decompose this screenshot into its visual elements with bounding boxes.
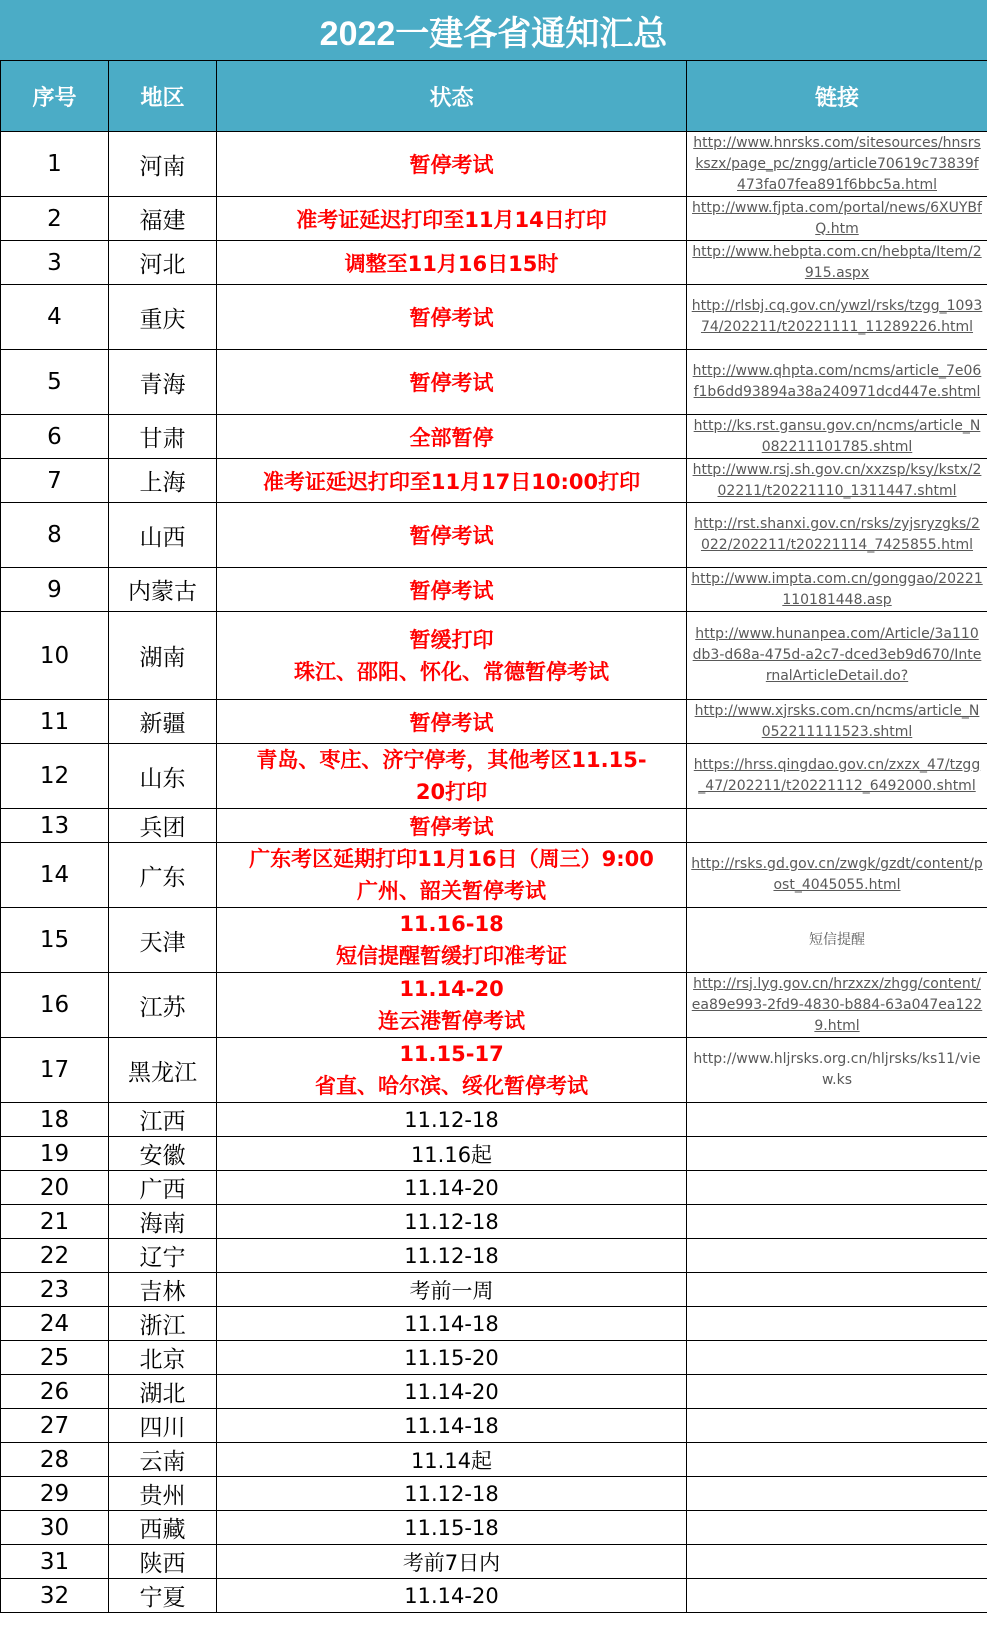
cell-link-text <box>687 809 987 843</box>
cell-link[interactable] <box>687 612 987 700</box>
status-line: 全部暂停 <box>409 425 494 450</box>
notice-table <box>0 60 987 1613</box>
status-line: 准考证延迟打印至11月17日10:00打印 <box>262 469 641 494</box>
table-row <box>1 1239 987 1273</box>
cell-status <box>217 459 687 503</box>
cell-no: 9 <box>1 568 109 612</box>
cell-region: 江西 <box>109 1103 217 1137</box>
cell-status <box>217 350 687 415</box>
table-row <box>1 350 987 415</box>
status-line: 广州、韶关暂停考试 <box>357 879 546 903</box>
cell-region: 广西 <box>109 1171 217 1205</box>
cell-status <box>217 132 687 197</box>
table-row <box>1 459 987 503</box>
status-line: 11.12-18 <box>404 1107 499 1132</box>
header-no: 序号 <box>1 61 109 132</box>
cell-status <box>217 843 687 908</box>
cell-link-text <box>687 1443 987 1477</box>
cell-status <box>217 612 687 700</box>
status-line: 暂停考试 <box>409 710 494 735</box>
status-line: 暂停考试 <box>409 371 494 395</box>
status-line: 暂停考试 <box>409 814 494 839</box>
cell-region: 黑龙江 <box>109 1038 217 1103</box>
cell-region: 贵州 <box>109 1477 217 1511</box>
cell-region: 宁夏 <box>109 1579 217 1613</box>
cell-status <box>217 197 687 241</box>
cell-region: 兵团 <box>109 809 217 843</box>
cell-status <box>217 809 687 843</box>
cell-link-text <box>687 1375 987 1409</box>
cell-region: 辽宁 <box>109 1239 217 1273</box>
status-line: 暂停考试 <box>409 578 494 603</box>
cell-no: 29 <box>1 1477 109 1511</box>
cell-no: 21 <box>1 1205 109 1239</box>
cell-region: 四川 <box>109 1409 217 1443</box>
cell-region: 北京 <box>109 1341 217 1375</box>
cell-no: 18 <box>1 1103 109 1137</box>
table-row <box>1 503 987 568</box>
status-line: 暂停考试 <box>409 306 494 330</box>
cell-link-text <box>687 1038 987 1103</box>
header-region: 地区 <box>109 61 217 132</box>
status-line: 11.14-20 <box>404 1175 499 1200</box>
table-body <box>1 132 987 1613</box>
cell-no: 4 <box>1 285 109 350</box>
cell-status <box>217 415 687 459</box>
status-line: 考前7日内 <box>402 1550 501 1575</box>
cell-no: 32 <box>1 1579 109 1613</box>
cell-region: 青海 <box>109 350 217 415</box>
cell-status <box>217 1341 687 1375</box>
table-row <box>1 1171 987 1205</box>
status-line: 11.16-18 <box>399 912 504 936</box>
cell-link-text <box>687 1103 987 1137</box>
cell-status <box>217 908 687 973</box>
cell-status <box>217 1137 687 1171</box>
header-row <box>1 61 987 132</box>
cell-no: 8 <box>1 503 109 568</box>
cell-no: 15 <box>1 908 109 973</box>
cell-link[interactable] <box>687 459 987 503</box>
cell-status <box>217 241 687 285</box>
cell-region: 甘肃 <box>109 415 217 459</box>
cell-no: 14 <box>1 843 109 908</box>
header-link: 链接 <box>687 61 987 132</box>
status-line: 11.14-20 <box>399 977 504 1001</box>
status-line: 11.15-20 <box>404 1345 499 1370</box>
cell-status <box>217 1038 687 1103</box>
cell-region: 新疆 <box>109 700 217 744</box>
cell-no: 24 <box>1 1307 109 1341</box>
cell-link-text <box>687 1205 987 1239</box>
cell-region: 湖南 <box>109 612 217 700</box>
status-line: 11.14-20 <box>404 1379 499 1404</box>
cell-status <box>217 1171 687 1205</box>
table-row <box>1 1375 987 1409</box>
cell-status <box>217 700 687 744</box>
cell-link[interactable] <box>687 241 987 285</box>
notice-link[interactable]: http://ks.rst.gansu.gov.cn/ncms/article_N082211101785.shtml <box>693 417 981 455</box>
cell-no: 1 <box>1 132 109 197</box>
notice-link[interactable]: http://rst.shanxi.gov.cn/rsks/zyjsryzgks/2022/202211/t20221114_7425855.html <box>694 516 980 553</box>
cell-link[interactable] <box>687 700 987 744</box>
cell-no: 5 <box>1 350 109 415</box>
table-row <box>1 415 987 459</box>
table-row <box>1 285 987 350</box>
table-row <box>1 1477 987 1511</box>
cell-no: 12 <box>1 744 109 809</box>
status-line: 珠江、邵阳、怀化、常德暂停考试 <box>294 659 609 684</box>
status-line: 短信提醒暂缓打印准考证 <box>336 944 567 968</box>
table-row <box>1 1545 987 1579</box>
cell-region: 吉林 <box>109 1273 217 1307</box>
status-line: 暂缓打印 <box>409 627 494 652</box>
cell-status <box>217 1273 687 1307</box>
cell-region: 西藏 <box>109 1511 217 1545</box>
notice-link[interactable]: http://www.hnrsks.com/sitesources/hnsrskszx/page_pc/zngg/article70619c73839f473fa07fea891f6bbc5a.html <box>693 134 981 193</box>
cell-link-text <box>687 1239 987 1273</box>
cell-status <box>217 1409 687 1443</box>
notice-link[interactable]: http://rlsbj.cq.gov.cn/ywzl/rsks/tzgg_109374/202211/t20221111_11289226.html <box>691 298 983 335</box>
cell-link-text <box>687 908 987 973</box>
notice-link[interactable]: http://www.rsj.sh.gov.cn/xxzsp/ksy/kstx/202211/t20221110_1311447.shtml <box>692 461 982 499</box>
cell-no: 31 <box>1 1545 109 1579</box>
cell-link[interactable] <box>687 197 987 241</box>
table-row <box>1 1103 987 1137</box>
cell-status <box>217 1307 687 1341</box>
cell-link-text <box>687 1341 987 1375</box>
table-row <box>1 197 987 241</box>
cell-link-text <box>687 1171 987 1205</box>
cell-link[interactable] <box>687 503 987 568</box>
status-line: 11.14-18 <box>404 1413 499 1438</box>
status-line: 11.15-17 <box>399 1042 504 1066</box>
table-row <box>1 1205 987 1239</box>
cell-region: 河南 <box>109 132 217 197</box>
cell-status <box>217 1375 687 1409</box>
cell-region: 天津 <box>109 908 217 973</box>
cell-no: 6 <box>1 415 109 459</box>
cell-no: 16 <box>1 973 109 1038</box>
cell-region: 安徽 <box>109 1137 217 1171</box>
status-line: 11.12-18 <box>404 1209 499 1234</box>
cell-no: 11 <box>1 700 109 744</box>
cell-no: 19 <box>1 1137 109 1171</box>
table-row <box>1 843 987 908</box>
cell-status <box>217 1545 687 1579</box>
table-row <box>1 1511 987 1545</box>
cell-no: 2 <box>1 197 109 241</box>
table-row <box>1 700 987 744</box>
cell-no: 3 <box>1 241 109 285</box>
cell-region: 海南 <box>109 1205 217 1239</box>
status-line: 11.14起 <box>410 1448 493 1473</box>
cell-region: 云南 <box>109 1443 217 1477</box>
cell-no: 25 <box>1 1341 109 1375</box>
link-text: http://www.hljrsks.org.cn/hljrsks/ks11/view.ks <box>693 1051 981 1088</box>
cell-status <box>217 1477 687 1511</box>
status-line: 考前一周 <box>409 1278 494 1303</box>
cell-region: 上海 <box>109 459 217 503</box>
cell-link-text <box>687 1273 987 1307</box>
table-row <box>1 809 987 843</box>
status-line: 11.16起 <box>410 1142 493 1167</box>
cell-region: 山西 <box>109 503 217 568</box>
status-line: 广东考区延期打印11月16日（周三）9:00 <box>249 847 654 871</box>
cell-region: 广东 <box>109 843 217 908</box>
cell-link-text <box>687 1409 987 1443</box>
table-row <box>1 1341 987 1375</box>
status-line: 11.14-18 <box>404 1311 499 1336</box>
cell-region: 江苏 <box>109 973 217 1038</box>
notice-link[interactable]: http://rsj.lyg.gov.cn/hrzxzx/zhgg/content/ea89e993-2fd9-4830-b884-63a047ea1229.html <box>691 975 983 1034</box>
cell-link[interactable] <box>687 285 987 350</box>
status-line: 20打印 <box>415 780 488 804</box>
cell-status <box>217 1511 687 1545</box>
table-row <box>1 744 987 809</box>
cell-region: 湖北 <box>109 1375 217 1409</box>
status-line: 11.12-18 <box>404 1243 499 1268</box>
sheet-title: 2022一建各省通知汇总 <box>0 0 987 61</box>
cell-region: 河北 <box>109 241 217 285</box>
cell-no: 23 <box>1 1273 109 1307</box>
table-row <box>1 1409 987 1443</box>
table-row <box>1 241 987 285</box>
cell-link-text <box>687 1545 987 1579</box>
cell-region: 陕西 <box>109 1545 217 1579</box>
table-row <box>1 1273 987 1307</box>
cell-link-text <box>687 1511 987 1545</box>
cell-link-text <box>687 1307 987 1341</box>
table-row <box>1 1137 987 1171</box>
status-line: 青岛、枣庄、济宁停考，其他考区11.15- <box>256 748 647 772</box>
cell-status <box>217 973 687 1038</box>
cell-status <box>217 568 687 612</box>
notice-link[interactable]: http://www.impta.com.cn/gonggao/20221110181448.asp <box>691 570 983 608</box>
cell-link-text <box>687 1579 987 1613</box>
table-row <box>1 973 987 1038</box>
cell-status <box>217 1579 687 1613</box>
cell-region: 福建 <box>109 197 217 241</box>
table-row <box>1 132 987 197</box>
notice-link[interactable]: http://www.fjpta.com/portal/news/6XUYBfQ.htm <box>692 199 982 237</box>
table-row <box>1 1579 987 1613</box>
cell-status <box>217 744 687 809</box>
cell-no: 13 <box>1 809 109 843</box>
cell-no: 30 <box>1 1511 109 1545</box>
cell-link[interactable] <box>687 843 987 908</box>
cell-link[interactable] <box>687 415 987 459</box>
cell-status <box>217 1205 687 1239</box>
status-line: 调整至11月16日15时 <box>344 251 559 276</box>
cell-no: 17 <box>1 1038 109 1103</box>
link-text: 短信提醒 <box>809 931 865 948</box>
notice-link[interactable]: https://hrss.qingdao.gov.cn/zxzx_47/tzgg_47/202211/t20221112_6492000.shtml <box>693 757 981 794</box>
table-row <box>1 1443 987 1477</box>
status-line: 11.12-18 <box>404 1481 499 1506</box>
cell-status <box>217 1239 687 1273</box>
cell-no: 22 <box>1 1239 109 1273</box>
notice-link[interactable]: http://www.xjrsks.com.cn/ncms/article_N052211111523.shtml <box>694 702 980 740</box>
cell-no: 27 <box>1 1409 109 1443</box>
cell-region: 山东 <box>109 744 217 809</box>
cell-region: 内蒙古 <box>109 568 217 612</box>
notice-link[interactable]: http://www.hebpta.com.cn/hebpta/Item/2915.aspx <box>692 243 982 281</box>
cell-link[interactable] <box>687 350 987 415</box>
cell-link-text <box>687 1137 987 1171</box>
cell-no: 28 <box>1 1443 109 1477</box>
status-line: 暂停考试 <box>409 153 494 177</box>
cell-no: 10 <box>1 612 109 700</box>
cell-link-text <box>687 1477 987 1511</box>
notice-link[interactable]: http://rsks.gd.gov.cn/zwgk/gzdt/content/post_4045055.html <box>691 856 983 893</box>
cell-link[interactable] <box>687 973 987 1038</box>
cell-link[interactable] <box>687 132 987 197</box>
table-row <box>1 1307 987 1341</box>
status-line: 准考证延迟打印至11月14日打印 <box>296 207 607 232</box>
table-row <box>1 908 987 973</box>
cell-status <box>217 285 687 350</box>
cell-no: 20 <box>1 1171 109 1205</box>
cell-status <box>217 1103 687 1137</box>
cell-no: 26 <box>1 1375 109 1409</box>
cell-status <box>217 1443 687 1477</box>
header-status: 状态 <box>217 61 687 132</box>
table-row <box>1 568 987 612</box>
notice-link[interactable]: http://www.qhpta.com/ncms/article_7e06f1b6dd93894a38a240971dcd447e.shtml <box>692 363 982 400</box>
cell-region: 重庆 <box>109 285 217 350</box>
status-line: 11.15-18 <box>404 1515 499 1540</box>
status-line: 暂停考试 <box>409 524 494 548</box>
cell-region: 浙江 <box>109 1307 217 1341</box>
cell-link[interactable] <box>687 744 987 809</box>
table-row <box>1 1038 987 1103</box>
cell-link[interactable] <box>687 568 987 612</box>
table-row <box>1 612 987 700</box>
status-line: 连云港暂停考试 <box>378 1009 525 1033</box>
notice-link[interactable]: http://www.hunanpea.com/Article/3a110db3-d68a-475d-a2c7-dced3eb9d670/InternalArticleDetail.do? <box>692 626 982 684</box>
status-line: 11.14-20 <box>404 1583 499 1608</box>
cell-no: 7 <box>1 459 109 503</box>
cell-status <box>217 503 687 568</box>
status-line: 省直、哈尔滨、绥化暂停考试 <box>315 1074 588 1098</box>
